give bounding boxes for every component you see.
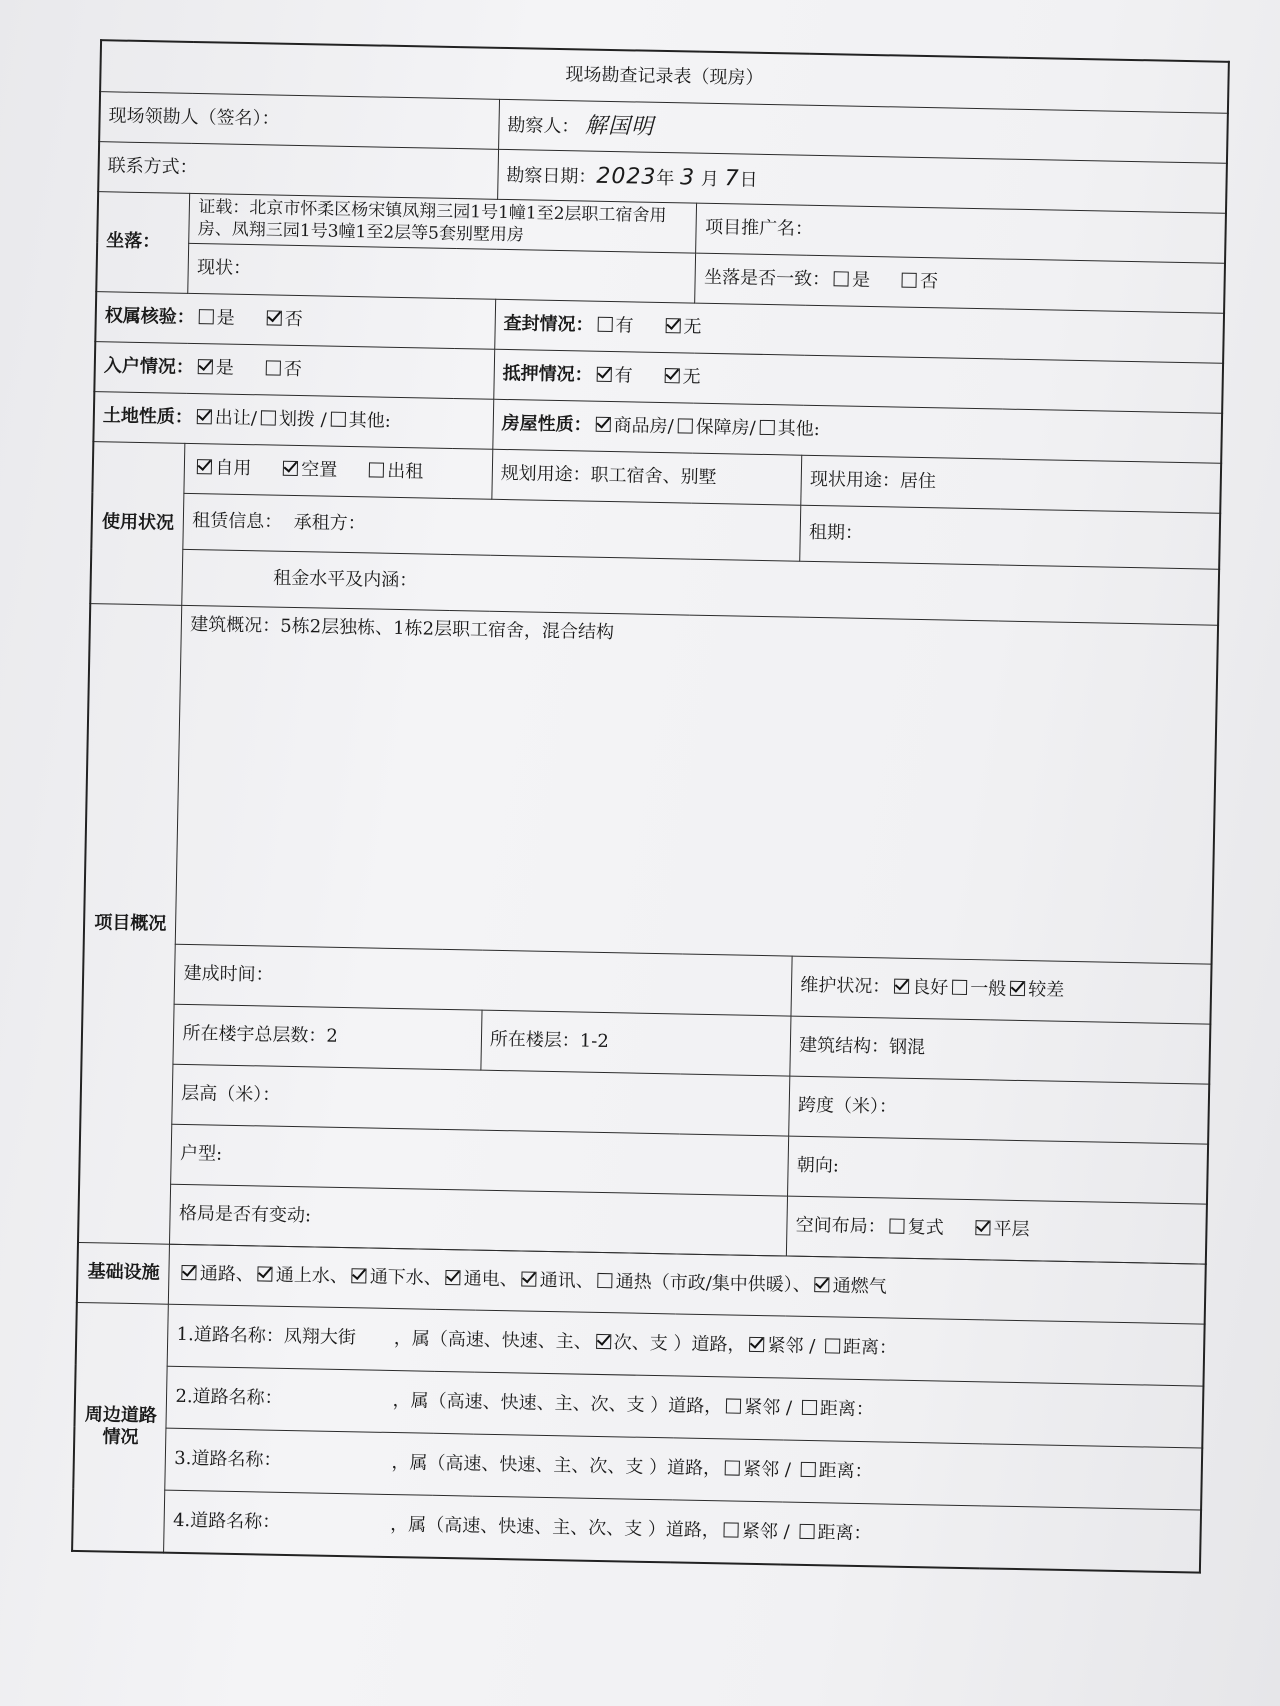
- overview-value: 5栋2层独栋、1栋2层职工宿舍，混合结构: [280, 615, 615, 644]
- date-month: 3: [679, 165, 696, 191]
- current-use-cell: [801, 455, 1221, 513]
- surveyor-label: 勘察人：: [507, 114, 580, 138]
- floor-cell: [481, 1010, 792, 1076]
- road-name-label: 道路名称：: [193, 1324, 285, 1348]
- land-other-label: 其他:: [348, 410, 391, 433]
- lease-term-field[interactable]: [800, 505, 1220, 569]
- orientation-field[interactable]: [788, 1136, 1208, 1204]
- layout-duplex-label: 复式: [907, 1217, 944, 1239]
- structure-cell: [790, 1016, 1210, 1084]
- type-label: 户型:: [179, 1143, 223, 1165]
- house-other-checkbox[interactable]: [760, 420, 775, 435]
- current-label: 现状用途：: [809, 469, 901, 492]
- current-value: 居住: [899, 470, 937, 493]
- consistent-label: 坐落是否一致：: [703, 267, 831, 291]
- infra-power-label: 通电、: [463, 1268, 518, 1291]
- land-sep: /: [320, 409, 327, 431]
- seizure-none-label: 无: [683, 316, 702, 339]
- project-side-label: 项目概况: [78, 604, 182, 1245]
- usage-self-checkbox[interactable]: [197, 459, 212, 474]
- entry-cell: [94, 342, 494, 400]
- road-no: 4.: [172, 1509, 191, 1532]
- land-transfer-checkbox[interactable]: [197, 409, 212, 424]
- maint-normal-label: 一般: [970, 978, 1007, 1000]
- road-minor-label: 次、: [589, 1456, 626, 1478]
- road-minor-label: 次、: [590, 1394, 627, 1416]
- date-day-unit: 日: [739, 169, 758, 191]
- maint-poor-label: 较差: [1028, 979, 1065, 1002]
- road-distance-label: 距离：: [842, 1336, 898, 1359]
- house-other-label: 其他:: [777, 418, 821, 441]
- road-no: 2.: [175, 1386, 193, 1408]
- status-label: 现状：: [196, 257, 252, 280]
- road-adjacent-label: 紧邻: [744, 1397, 781, 1419]
- land-allocated-label: 划拨: [278, 408, 316, 431]
- road-distance-checkbox[interactable]: [801, 1462, 816, 1477]
- road-name-label: 道路名称：: [192, 1386, 283, 1410]
- infra-water-supply-checkbox[interactable]: [258, 1267, 273, 1282]
- layout-flat-label: 平层: [993, 1218, 1030, 1241]
- layout-label: 空间布局：: [795, 1214, 886, 1238]
- ownership-label: 权属核验：: [104, 305, 195, 329]
- ownership-cell: [95, 292, 495, 350]
- infra-gas-checkbox[interactable]: [815, 1277, 830, 1292]
- road-adjacent-label: 紧邻: [742, 1459, 780, 1481]
- entry-yes-label: 是: [215, 357, 235, 380]
- floor-value: 1-2: [579, 1030, 609, 1053]
- mortgage-has-label: 有: [614, 365, 633, 387]
- consistent-no-checkbox[interactable]: [902, 273, 917, 288]
- floor-label: 所在楼层：: [489, 1029, 580, 1052]
- road-class-text: ，属（高速、快速、主、: [390, 1513, 589, 1539]
- tenant-label: 承租方：: [293, 512, 366, 535]
- road-sep: /: [783, 1521, 790, 1543]
- mortgage-label: 抵押情况：: [502, 363, 593, 386]
- usage-vacant-label: 空置: [301, 459, 338, 482]
- infra-drainage-checkbox[interactable]: [352, 1268, 367, 1283]
- planned-use-cell: [492, 449, 802, 505]
- ownership-no-label: 否: [284, 309, 303, 331]
- ownership-yes-checkbox[interactable]: [199, 309, 214, 324]
- planned-value: 职工宿舍、别墅: [590, 464, 717, 489]
- maint-good-checkbox[interactable]: [894, 979, 909, 994]
- house-commercial-label: 商品房/: [613, 415, 674, 438]
- date-year-unit: 年: [656, 167, 675, 189]
- maint-good-label: 良好: [912, 977, 949, 999]
- house-commercial-checkbox[interactable]: [595, 417, 610, 432]
- ownership-no-checkbox[interactable]: [267, 311, 282, 326]
- infra-water-supply-label: 通上水、: [275, 1265, 348, 1288]
- mortgage-none-label: 无: [682, 366, 701, 388]
- seizure-label: 查封情况：: [503, 313, 594, 336]
- consistent-no-label: 否: [919, 271, 939, 293]
- house-label: 房屋性质：: [501, 413, 592, 436]
- road-class-text: ，属（高速、快速、主、: [393, 1328, 592, 1354]
- land-allocated-checkbox[interactable]: [261, 411, 276, 426]
- seizure-none-checkbox[interactable]: [665, 318, 680, 333]
- land-nature-cell: [93, 392, 493, 450]
- road-distance-checkbox[interactable]: [799, 1524, 814, 1539]
- infra-gas-label: 通燃气: [832, 1275, 887, 1298]
- rent-level-label: 租金水平及内涵：: [272, 567, 418, 592]
- road-sep: /: [808, 1336, 816, 1358]
- roads-side-label-line1: 周边道路: [84, 1403, 158, 1427]
- road-class-text: ，属（高速、快速、主、: [392, 1390, 591, 1416]
- survey-form: [71, 39, 1230, 1573]
- lease-label: 租赁信息：: [192, 510, 283, 533]
- road-name-value: 凤翔大街: [283, 1326, 357, 1349]
- entry-no-checkbox[interactable]: [266, 361, 281, 376]
- road-adjacent-label: 紧邻: [741, 1520, 779, 1543]
- usage-self-label: 自用: [215, 457, 252, 480]
- infra-drainage-label: 通下水、: [369, 1266, 442, 1290]
- usage-side-label: 使用状况: [90, 442, 185, 606]
- cert-value: 北京市怀柔区杨宋镇凤翔三园1号1幢1至2层职工宿舍用房、凤翔三园1号3幢1至2层等5套别墅用房: [197, 198, 667, 245]
- road-distance-label: 距离：: [819, 1398, 875, 1421]
- road-branch-label: 支 ）道路，: [626, 1394, 723, 1418]
- roads-side-label-line2: 情况: [102, 1426, 139, 1449]
- built-label: 建成时间：: [183, 963, 274, 986]
- road-name-value[interactable]: [280, 1528, 390, 1530]
- road-no: 1.: [176, 1324, 195, 1346]
- infra-telecom-checkbox[interactable]: [522, 1272, 537, 1287]
- surveyor-signature: 解国明: [584, 113, 655, 140]
- structure-label: 建筑结构：: [798, 1035, 890, 1058]
- usage-vacant-checkbox[interactable]: [283, 461, 298, 476]
- contact-label: 联系方式：: [107, 155, 198, 179]
- change-label: 格局是否有变动:: [178, 1203, 312, 1227]
- entry-no-label: 否: [283, 358, 302, 381]
- road-distance-label: 距离：: [818, 1460, 873, 1483]
- mortgage-none-checkbox[interactable]: [664, 368, 679, 383]
- road-adjacent-checkbox[interactable]: [749, 1337, 764, 1352]
- road-minor-checkbox[interactable]: [596, 1334, 611, 1349]
- usage-options-cell: [184, 443, 492, 499]
- road-no: 3.: [174, 1448, 192, 1470]
- road-adjacent-checkbox[interactable]: [725, 1461, 740, 1476]
- road-name-label: 道路名称：: [190, 1510, 281, 1533]
- location-label: 坐落：: [96, 192, 190, 294]
- overview-label: 建筑概况：: [190, 613, 281, 637]
- consistent-yes-label: 是: [851, 269, 871, 292]
- orient-label: 朝向:: [796, 1154, 840, 1177]
- span-label: 跨度（米）：: [797, 1094, 898, 1118]
- usage-rent-label: 出租: [387, 460, 424, 483]
- space-layout-cell: [787, 1196, 1207, 1264]
- road-distance-label: 距离：: [817, 1522, 872, 1545]
- seizure-has-label: 有: [615, 315, 634, 337]
- term-label: 租期：: [808, 522, 864, 545]
- structure-value: 钢混: [888, 1036, 926, 1059]
- leader-label: 现场领勘人（签名）：: [108, 105, 280, 130]
- infra-telecom-label: 通讯、: [539, 1270, 594, 1293]
- entry-yes-checkbox[interactable]: [198, 359, 213, 374]
- road-distance-checkbox[interactable]: [802, 1400, 817, 1415]
- floors-value: 2: [326, 1025, 339, 1048]
- overview-field[interactable]: [176, 605, 1218, 964]
- infra-side-label: 基础设施: [77, 1242, 170, 1304]
- date-day: 7: [724, 165, 740, 192]
- road-adjacent-checkbox[interactable]: [724, 1522, 739, 1537]
- maint-normal-checkbox[interactable]: [952, 980, 967, 995]
- date-month-unit: 月: [700, 168, 720, 190]
- date-year: 2023: [596, 163, 657, 190]
- road-name-label: 道路名称：: [191, 1448, 282, 1472]
- road-minor-label: 次、: [587, 1517, 625, 1540]
- house-affordable-checkbox[interactable]: [678, 419, 693, 434]
- infra-heating-label: 通热（市政/集中供暖）、: [615, 1271, 811, 1297]
- road-adjacent-checkbox[interactable]: [726, 1399, 741, 1414]
- date-label: 勘察日期：: [506, 164, 597, 188]
- road-branch-label: 支 ）道路，: [649, 1333, 746, 1357]
- road-minor-label: 次、: [613, 1332, 650, 1355]
- house-affordable-label: 保障房/: [695, 416, 756, 440]
- road-sep: /: [785, 1397, 793, 1419]
- contact-field[interactable]: [98, 142, 498, 200]
- leader-signature-field[interactable]: [99, 92, 499, 150]
- floors-label: 所在楼宇总层数：: [182, 1023, 327, 1047]
- land-other-checkbox[interactable]: [331, 412, 346, 427]
- road-sep: /: [784, 1459, 792, 1481]
- cert-label: 证载：: [198, 197, 250, 219]
- seizure-has-checkbox[interactable]: [597, 317, 612, 332]
- road-name-value[interactable]: [281, 1466, 391, 1468]
- land-label: 土地性质：: [102, 405, 194, 429]
- maint-poor-checkbox[interactable]: [1010, 981, 1025, 996]
- span-field[interactable]: [789, 1076, 1209, 1144]
- road-distance-checkbox[interactable]: [825, 1339, 840, 1354]
- form-title: 现场勘查记录表（现房）: [100, 40, 1229, 113]
- infra-road-checkbox[interactable]: [182, 1265, 197, 1280]
- land-transfer-label: 出让/: [214, 407, 258, 430]
- road-name-value[interactable]: [283, 1404, 393, 1406]
- layout-flat-checkbox[interactable]: [976, 1220, 991, 1235]
- road-branch-label: 支 ）道路，: [623, 1518, 721, 1542]
- infra-power-checkbox[interactable]: [446, 1270, 461, 1285]
- total-floors-cell: [173, 1004, 482, 1070]
- road-branch-label: 支 ）道路，: [625, 1456, 722, 1480]
- infra-heating-checkbox[interactable]: [598, 1273, 613, 1288]
- mortgage-has-checkbox[interactable]: [596, 367, 611, 382]
- road-class-text: ，属（高速、快速、主、: [391, 1452, 590, 1478]
- planned-label: 规划用途：: [500, 463, 591, 486]
- maintenance-cell: [791, 956, 1211, 1024]
- infra-road-label: 通路、: [199, 1263, 255, 1286]
- entry-label: 入户情况：: [103, 355, 195, 379]
- promo-label: 项目推广名：: [704, 217, 814, 241]
- usage-rent-checkbox[interactable]: [369, 463, 384, 478]
- layout-duplex-checkbox[interactable]: [890, 1219, 905, 1234]
- consistent-yes-checkbox[interactable]: [834, 272, 849, 287]
- road-adjacent-label: 紧邻: [767, 1335, 804, 1358]
- ownership-yes-label: 是: [216, 307, 235, 330]
- roads-side-label: [72, 1302, 169, 1552]
- maint-label: 维护状况：: [800, 975, 891, 998]
- height-label: 层高（米）：: [181, 1083, 281, 1107]
